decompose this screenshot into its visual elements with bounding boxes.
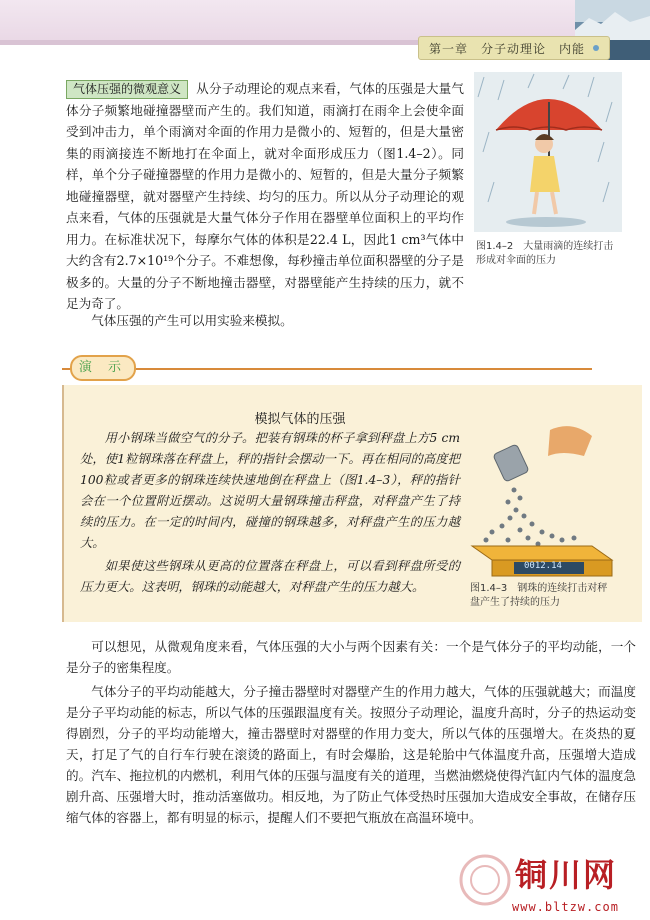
- paragraph-3: 可以想见，从微观角度来看，气体压强的大小与两个因素有关：一个是气体分子的平均动能，一个是分子的密集程度。: [66, 639, 636, 675]
- header-band: [0, 0, 575, 40]
- paragraph-4: 气体分子的平均动能越大，分子撞击器壁时对器壁产生的作用力越大，气体的压强就越大；而温度是分子平均动能的标志，所以气体的压强跟温度有关。按照分子动理论，温度升高时，分子的热运动变得剧烈，分子的平均动能增大，撞击器壁时对器壁的作用力变大，所以气体的压强增大。在炎热的夏天，打足了气的自行车行驶在滚烫的路面上，有时会爆胎，这是轮胎中气体温度升高，压强增大造成的。汽车、拖拉机的内燃机，利用气体的压强与温度有关的道理，当燃油燃烧使得汽缸内气体的温度急剧升高、压强增大时，推动活塞做功。相反地，为了防止气体受热时压强加大造成安全事故，在储存压缩气体的容器上，都有明显的标示，提醒人们不要把气瓶放在高温环境中。: [66, 684, 636, 825]
- demo-title: 模拟气体的压强: [254, 412, 346, 427]
- demo-badge: 演 示: [70, 355, 136, 381]
- paragraph-2: 气体压强的产生可以用实验来模拟。: [91, 313, 293, 328]
- demo-top-rule: [62, 368, 592, 370]
- bullet-dot-icon: [593, 45, 599, 51]
- figure-steel-balls-scale: [462, 420, 632, 580]
- intro-paragraph: [66, 78, 464, 315]
- figure-1-4-3-caption: 图1.4–3 钢珠的连续打击对秤盘产生了持续的压力: [470, 583, 608, 608]
- scale-display: 0012.14: [524, 561, 562, 571]
- chapter-title-bar: [418, 36, 610, 60]
- figure-umbrella-rain: [474, 72, 622, 232]
- demo-paragraph-1: 用小钢珠当做空气的分子。把装有钢珠的杯子拿到秤盘上方5 cm处，使1粒钢珠落在秤盘上，秤的指针会摆动一下。再在相同的高度把100粒或者更多的钢珠连续快速地倒在秤盘上（图1.4–3），秤的指针会在一个位置附近摆动。这说明大量钢珠撞击秤盘，对秤盘产生了持续的压力。在一定的时间内，碰撞的钢珠越多，对秤盘产生的压力越大。: [80, 431, 460, 550]
- intro-paragraph-text: 从分子动理论的观点来看，气体的压强是大量气体分子频繁地碰撞器壁而产生的。我们知道，雨滴打在雨伞上会使伞面受到冲击力，单个雨滴对伞面的作用力是微小的、短暂的，但是大量密集的雨滴接连不断地打在伞面上，就对伞面形成压力（图1.4–2）。同样，单个分子碰撞器壁的作用力是微小的、短暂的，但是大量分子频繁地碰撞器壁，就对器壁产生持续、均匀的压力。所以从分子动理论的观点来看，气体的压强就是大量气体分子作用在器壁单位面积上的平均作用力。在标准状况下，每摩尔气体的体积是22.4 L，因此1 cm³气体中大约含有2.7×10¹⁹个分子。不难想像，每秒撞击单位面积器壁的分子是极多的。大量的分子不断地撞击器壁，对器壁能产生持续的压力，就不足为奇了。: [66, 81, 464, 311]
- section-subheading: 气体压强的微观意义: [66, 80, 188, 99]
- watermark-url: www.bltzw.com: [512, 900, 619, 914]
- watermark-brand: 铜川网: [515, 856, 618, 894]
- demo-paragraph-2: 如果使这些钢珠从更高的位置落在秤盘上，可以看到秤盘所受的压力更大。这表明，钢珠的动能越大，对秤盘产生的压力越大。: [80, 559, 460, 594]
- chapter-title: 第一章 分子动理论 内能: [428, 41, 585, 56]
- figure-1-4-2-caption: 图1.4–2 大量雨滴的连续打击形成对伞面的压力: [476, 241, 614, 266]
